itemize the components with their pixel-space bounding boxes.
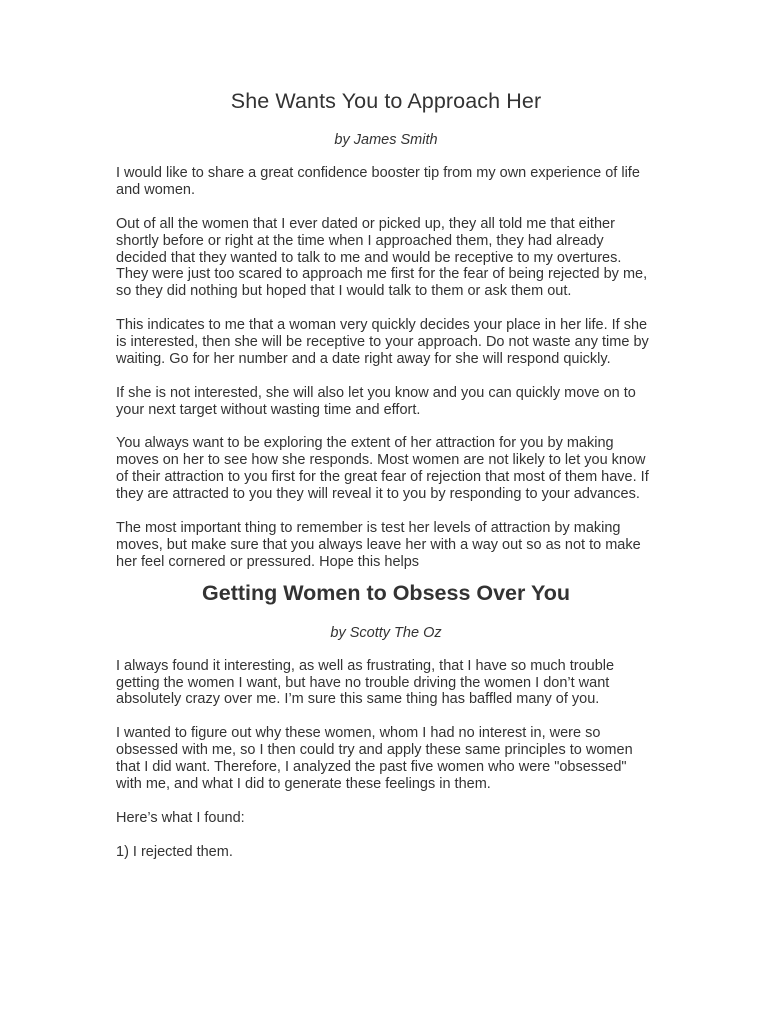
article-byline: by James Smith (334, 132, 438, 148)
paragraph: Out of all the women that I ever dated or picked up, they all told me that either shortly before or right at the time when I approached them, they had already decided that they wanted to talk to me and would be receptive to my overtures. They were just too scared to approach me first for the fear of being rejected by me, so they did nothing but hoped that I would talk to them or ask them out. (116, 215, 648, 300)
list-item: 1) I rejected them. (116, 843, 233, 860)
paragraph: Here’s what I found: (116, 809, 245, 826)
paragraph: You always want to be exploring the extent of her attraction for you by making moves on her to see how she responds. Most women are not likely to let you know of their attraction to you first for the great fear of rejection that most of them have. If they are attracted to you they will reveal it to you by responding to your advances. (116, 435, 649, 503)
paragraph: The most important thing to remember is test her levels of attraction by making moves, but make sure that you always leave her with a way out so as not to make her feel cornered or pressured. Hope this helps (116, 519, 641, 570)
article-byline: by Scotty The Oz (330, 624, 442, 641)
paragraph: I wanted to figure out why these women, whom I had no interest in, were so obsessed with me, so I then could try and apply these same principles to women that I did want. Therefore, I analyzed the past five women who were "obsessed" with me, and what I did to generate these feelings in them. (116, 725, 633, 792)
paragraph: I always found it interesting, as well as frustrating, that I have so much trouble getting the women I want, but have no trouble driving the women I don’t want absolutely crazy over me. I’m sure this same thing has baffled many of you. (116, 657, 615, 708)
article-title: She Wants You to Approach Her (230, 89, 542, 113)
paragraph: I would like to share a great confidence booster tip from my own experience of life and women. (116, 165, 640, 198)
article-title: Getting Women to Obsess Over You (202, 580, 570, 605)
paragraph: If she is not interested, she will also let you know and you can quickly move on to your next target without wasting time and effort. (116, 384, 636, 418)
paragraph: This indicates to me that a woman very quickly decides your place in her life. If she is interested, then she will be receptive to your approach. Do not waste any time by waiting. Go for her number and a date right away for she will respond quickly. (116, 317, 649, 367)
document-content (116, 86, 656, 877)
